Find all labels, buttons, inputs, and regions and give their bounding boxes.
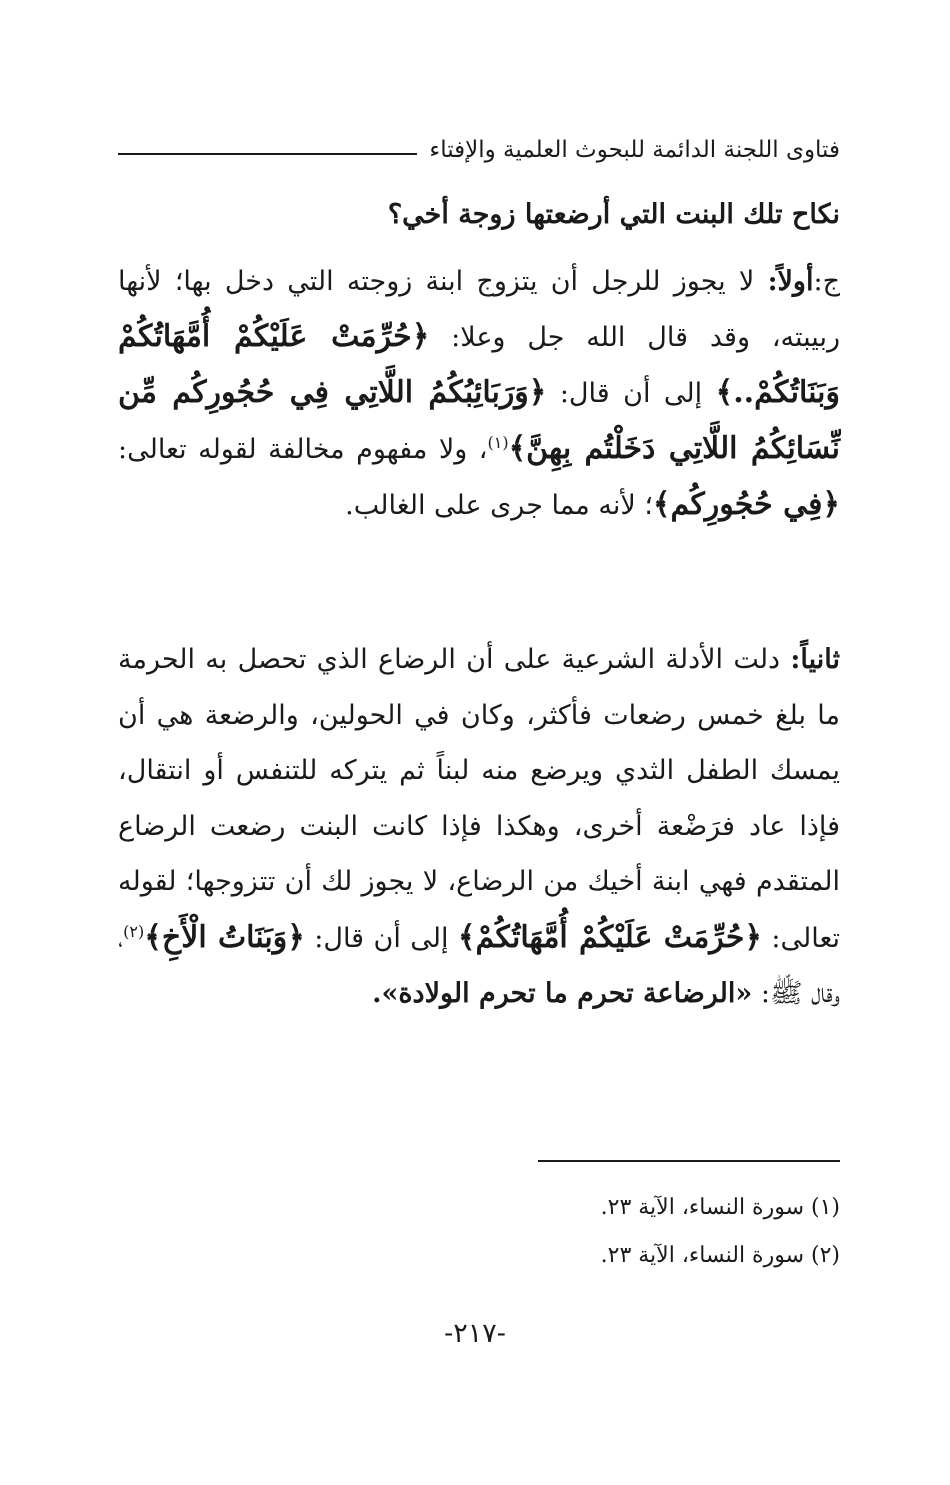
answer-prefix: ج: <box>813 266 840 297</box>
footnotes <box>118 1184 840 1280</box>
running-header <box>118 128 840 172</box>
footnote-2: (٢) سورة النساء، الآية ٢٣. <box>600 1243 840 1268</box>
answer-text-1c: ، ولا مفهوم مخالفة لقوله تعالى: <box>118 434 488 465</box>
quran-verse-5: ﴿وَبَنَاتُ الْأَخِ﴾ <box>144 919 305 955</box>
answer-text-1b: إلى أن قال: <box>546 378 716 409</box>
answer-text-2b: إلى أن قال: <box>304 922 458 954</box>
footnote-1: (١) سورة النساء، الآية ٢٣. <box>600 1195 840 1220</box>
quran-verse-3: ﴿فِي حُجُورِكُم﴾ <box>652 487 840 522</box>
quran-verse-4: ﴿حُرِّمَتْ عَلَيْكُمْ أُمَّهَاتُكُمْ﴾ <box>457 919 762 955</box>
answer-text-1d: ؛ لأنه مما جرى على الغالب. <box>345 490 653 521</box>
page-number: -٢١٧- <box>444 1318 506 1349</box>
first-label: أولاً: <box>767 266 814 297</box>
footnote-ref-1: (١) <box>487 433 509 452</box>
header-rule <box>118 153 417 155</box>
answer-paragraph-2 <box>118 632 840 1022</box>
answer-text-2c: ، وقال ﷺ: <box>118 922 840 1009</box>
second-label: ثانياً: <box>790 644 840 675</box>
answer-text-1a: لا يجوز للرجل أن يتزوج ابنة زوجته التي دخل بها؛ لأنها ربيبته، وقد قال الله جل وعلا: <box>118 266 841 353</box>
quran-verse-1: ﴿حُرِّمَتْ عَلَيْكُمْ أُمَّهَاتُكُمْ وَبَنَاتُكُمْ..﴾ <box>118 319 840 410</box>
answer-paragraph-1 <box>118 254 840 533</box>
quran-verse-2: ﴿وَرَبَائِبُكُمُ اللَّاتِي فِي حُجُورِكُم مِّن نِّسَائِكُمُ اللَّاتِي دَخَلْتُم بِهِنَّ﴾ <box>118 375 840 466</box>
hadith-quote: «الرضاعة تحرم ما تحرم الولادة». <box>372 978 753 1009</box>
header-title: فتاوى اللجنة الدائمة للبحوث العلمية والإفتاء <box>429 137 840 163</box>
footnote-rule <box>538 1160 840 1162</box>
footnote-ref-2: (٢) <box>123 921 145 941</box>
question-heading: نكاح تلك البنت التي أرضعتها زوجة أخي؟ <box>387 199 840 230</box>
answer-text-2a: دلت الأدلة الشرعية على أن الرضاع الذي تحصل به الحرمة ما بلغ خمس رضعات فأكثر، وكان في الحولين، والرضعة هي أن يمسك الطفل الثدي ويرضع منه لبناً ثم يتركه للتنفس أو انتقال، فإذا عاد فرَضْعة أخرى، وهكذا فإذا كانت البنت رضعت الرضاع المتقدم فهي ابنة أخيك من الرضاع، لا يجوز لك أن تتزوجها؛ لقوله تعالى: <box>118 644 840 954</box>
